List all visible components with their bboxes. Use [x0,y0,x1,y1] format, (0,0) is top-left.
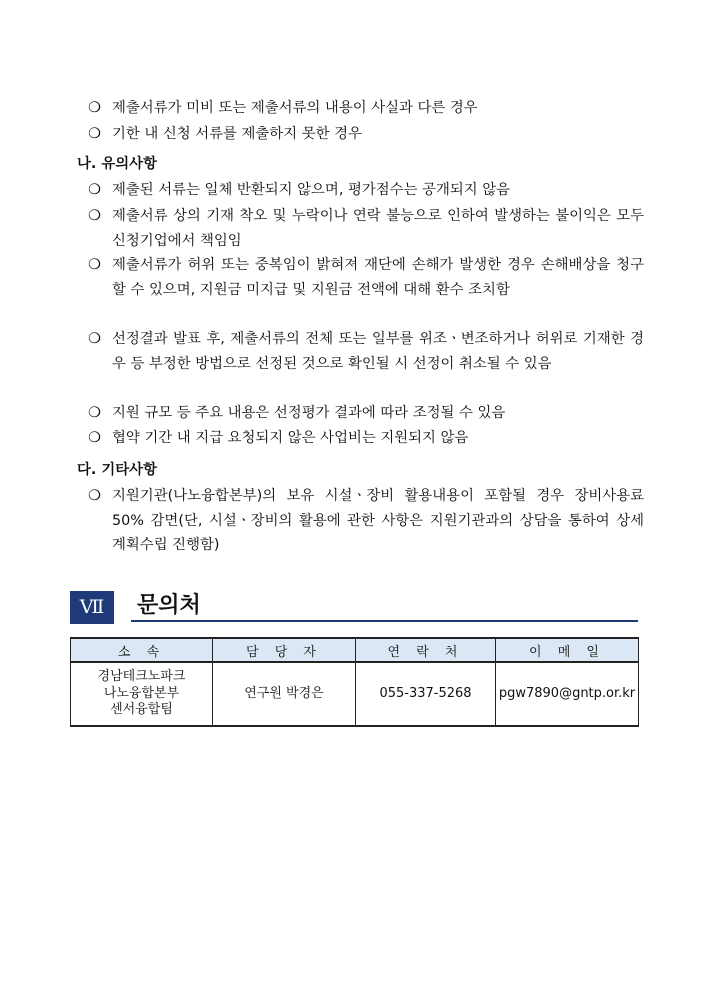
affiliation-line: 나노융합본부 [103,685,180,701]
list-item [88,327,644,376]
section-heading-etc: 다. 기타사항 [77,462,157,478]
table-row [71,662,639,726]
circle-bullet-icon: ❍ [88,257,101,273]
list-item-text: 제출서류가 미비 또는 제출서류의 내용이 사실과 다른 경우 [112,100,478,116]
list-item-text: 제출서류가 허위 또는 중복임이 밝혀져 재단에 손해가 발생한 경우 손해배상을 청구할 수 있으며, 지원금 미지급 및 지원금 전액에 대해 환수 조치함 [112,257,644,298]
circle-bullet-icon: ❍ [88,126,101,142]
list-item [88,401,644,426]
column-header-email: 이 메 일 [496,638,639,662]
column-header-phone: 연 락 처 [356,638,496,662]
list-item [88,484,644,558]
list-item-text: 선정결과 발표 후, 제출서류의 전체 또는 일부를 위조ㆍ변조하거나 허위로 기재한 경우 등 부정한 방법으로 선정된 것으로 확인될 시 선정이 취소될 수 있음 [112,331,644,372]
circle-bullet-icon: ❍ [88,405,101,421]
section-underline [131,620,638,622]
circle-bullet-icon: ❍ [88,430,101,446]
affiliation-line: 경남테크노파크 [97,669,186,685]
table-header-row [71,638,639,662]
column-header-affiliation: 소 속 [71,638,213,662]
list-item-text: 협약 기간 내 지급 요청되지 않은 사업비는 지원되지 않음 [112,430,469,446]
cell-affiliation [71,662,213,726]
cell-contact-person: 연구원 박경은 [213,662,356,726]
list-item [88,122,644,147]
column-header-contact-person: 담 당 자 [213,638,356,662]
cell-phone: 055-337-5268 [356,662,496,726]
circle-bullet-icon: ❍ [88,208,101,224]
list-item [88,178,644,203]
circle-bullet-icon: ❍ [88,331,101,347]
circle-bullet-icon: ❍ [88,488,101,504]
contact-table [70,637,639,727]
list-item [88,96,644,121]
list-item-text: 제출서류 상의 기재 착오 및 누락이나 연락 불능으로 인하여 발생하는 불이익은 모두 신청기업에서 책임임 [112,208,644,249]
list-item [88,204,644,253]
cell-email: pgw7890@gntp.or.kr [496,662,639,726]
affiliation-line: 센서융합팀 [110,702,173,718]
list-item-text: 제출된 서류는 일체 반환되지 않으며, 평가점수는 공개되지 않음 [112,182,511,198]
list-item-text: 지원기관(나노융합본부)의 보유 시설ㆍ장비 활용내용이 포함될 경우 장비사용료 50% 감면(단, 시설ㆍ장비의 활용에 관한 사항은 지원기관과의 상담을 통하여 상세 계획수립 진행함) [112,488,644,553]
section-title: 문의처 [137,593,201,618]
list-item-text: 지원 규모 등 주요 내용은 선정평가 결과에 따라 조정될 수 있음 [112,405,506,421]
section-heading-notes: 나. 유의사항 [77,156,157,172]
list-item [88,253,644,302]
list-item [88,426,644,451]
list-item-text: 기한 내 신청 서류를 제출하지 못한 경우 [112,126,362,142]
circle-bullet-icon: ❍ [88,100,101,116]
section-number-badge: Ⅶ [70,591,114,624]
circle-bullet-icon: ❍ [88,182,101,198]
